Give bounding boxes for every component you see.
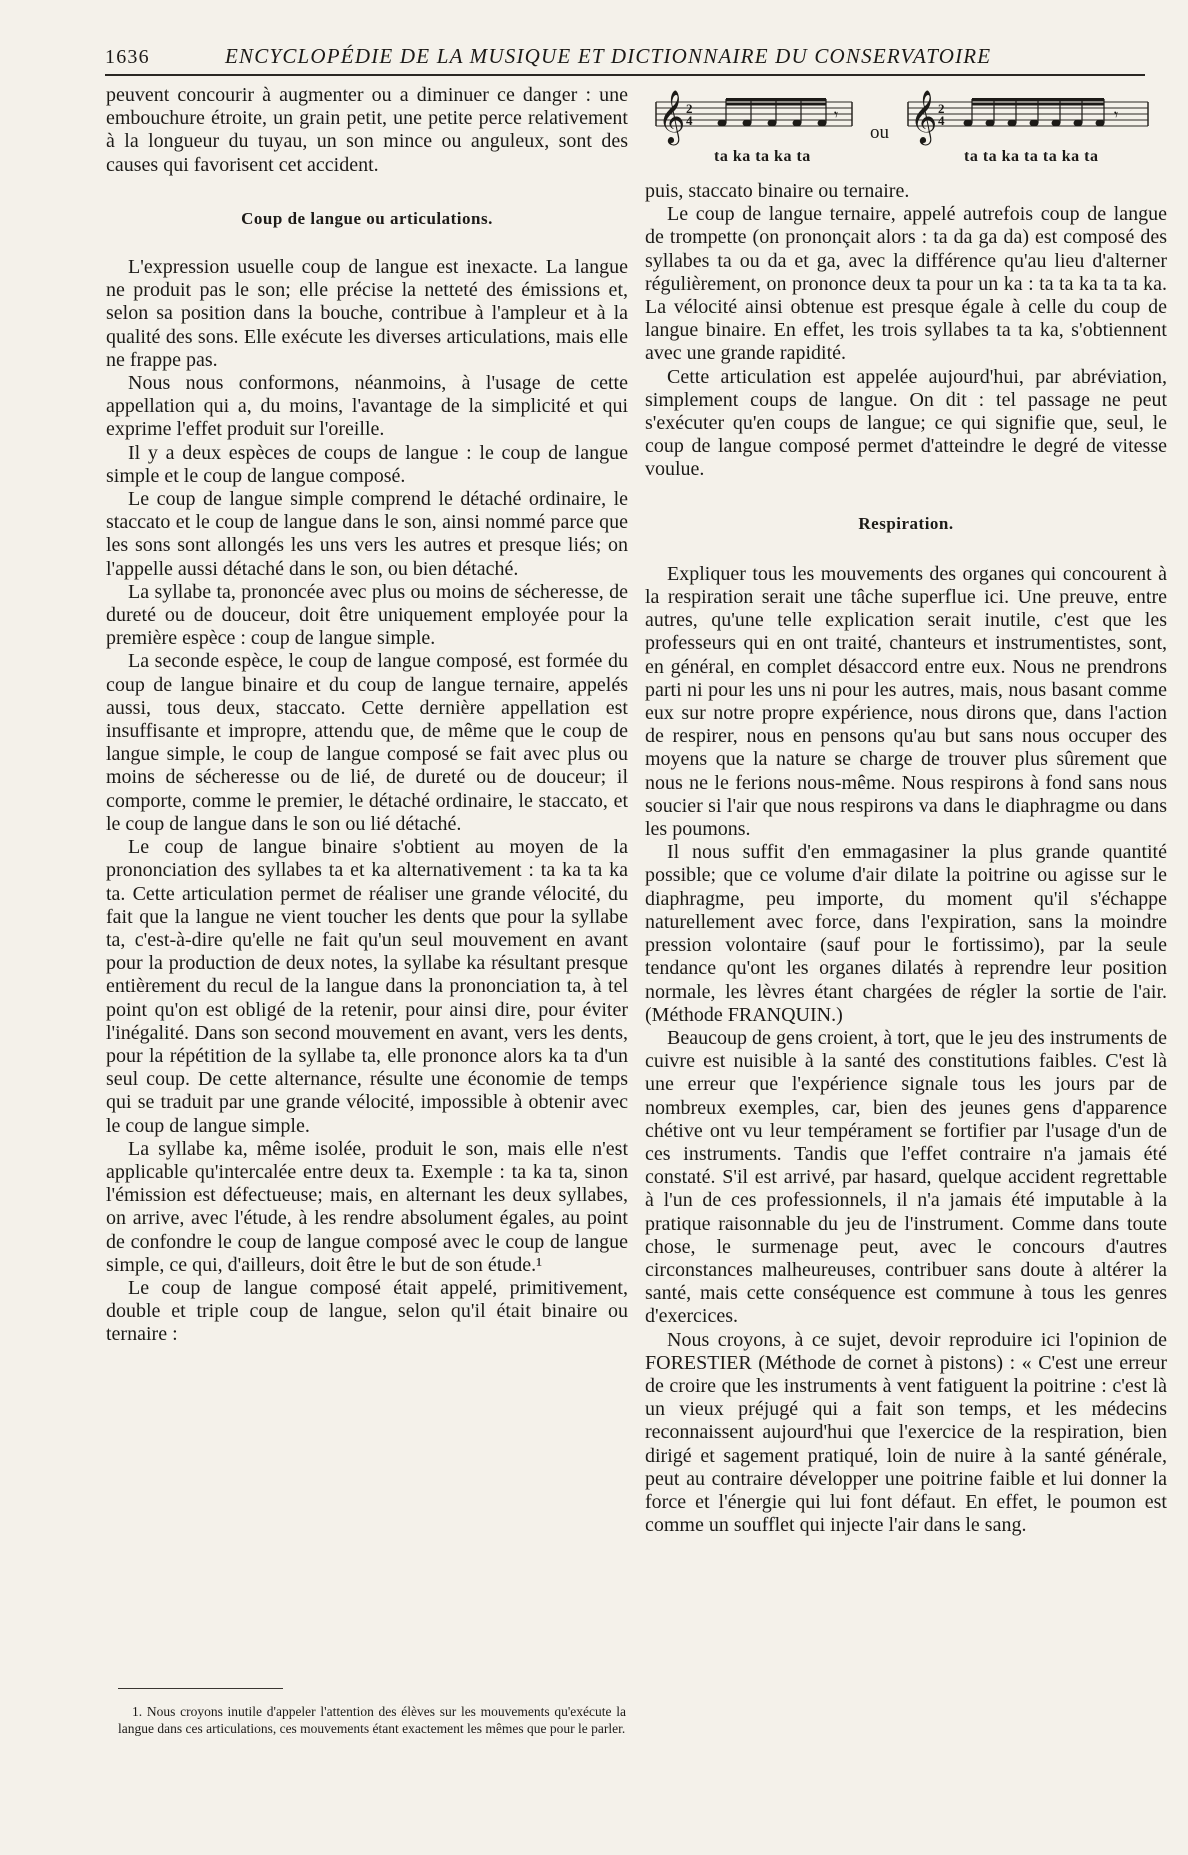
music-connector: ou [870, 122, 889, 143]
svg-text:𝄾: 𝄾 [1114, 107, 1119, 124]
paragraph: Expliquer tous les mouvements des organes qui concourent à la respiration serait une tâche superflue ici. Une preuve, entre autres, qu'une telle explication serait inutile, c'est que les professeurs qui en ont traité, chanteurs et instrumentistes, sont, en général, en complet désaccord entre eux. Nous ne prendrons parti ni pour les uns ni pour les autres, mais, nous basant comme eux sur notre propre expérience, nous dirons que, dans l'action de respirer, nous en pensons qu'au but sans nous occuper des moyens que la nature se charge de trouver plus sûrement que nous ne le ferions nous-même. Nous respirons à fond sans nous soucier si l'air que nous respirons va dans le diaphragme ou dans les poumons. [645, 562, 1167, 841]
footnote: 1. Nous croyons inutile d'appeler l'attention des élèves sur les mouvements qu'exécute la langue dans ces articulations, ces mouvements étant exactement les mêmes que pour le parler. [118, 1704, 626, 1736]
paragraph: Nous nous conformons, néanmoins, à l'usage de cette appellation qui a, du moins, l'avantage de la simplicité et qui exprime l'effet produit sur l'oreille. [106, 372, 628, 441]
paragraph: Nous croyons, à ce sujet, devoir reproduire ici l'opinion de FORESTIER (Méthode de cornet à pistons) : « C'est une erreur de croire que les instruments à vent fatiguent la poitrine : c'est là un vieux préjugé qui a fait son temps, et les médecins reconnaissent aujourd'hui que l'exercice de la respiration, bien dirigé et sagement pratiqué, loin de nuire à la santé générale, peut au contraire développer une poitrine faible et lui donner la force et l'énergie qui lui font défaut. En effet, le poumon est comme un soufflet qui injecte l'air dans le sang. [645, 1328, 1167, 1537]
section-heading-articulations: Coup de langue ou articulations. [241, 208, 493, 228]
paragraph: Il nous suffit d'en emmagasiner la plus grande quantité possible; que ce volume d'air dilate la poitrine ou agisse sur le diaphragme, peu importe, du moment qu'il s'échappe naturellement avec force, dans l'expiration, sans la moindre pression volontaire (sauf pour le fortissimo), par la seule tendance qu'ont les organes dilatés à reprendre leur position normale, les lèvres étant chargées de régler la sortie de l'air. (Méthode FRANQUIN.) [645, 841, 1167, 1026]
running-header [105, 44, 1145, 72]
music-syllables-ternary: ta ta ka ta ta ka ta [964, 148, 1099, 165]
left-column [106, 84, 628, 1347]
paragraph: Le coup de langue ternaire, appelé autrefois coup de langue de trompette (on prononçait alors : ta da ga da) est composé des syllabes ta ou da et ga, avec la différence qu'au lieu d'alterner régulièrement, on prononce deux ta pour un ka : ta ta ka ta ta ka. La vélocité ainsi obtenue est presque égale à celle du coup de langue binaire. En effet, les trois syllabes ta ta ka, s'obtiennent avec une grande rapidité. [645, 203, 1167, 365]
svg-text:2: 2 [686, 101, 693, 116]
svg-text:𝄾: 𝄾 [834, 107, 839, 124]
svg-text:4: 4 [686, 113, 693, 128]
header-rule [105, 74, 1145, 76]
paragraph: peuvent concourir à augmenter ou a diminuer ce danger : une embouchure étroite, un grain petit, une petite perce relativement à la longueur du tuyau, un son mince ou anguleux, sont des causes qui favorisent cet accident. [106, 84, 628, 176]
page-number: 1636 [105, 46, 150, 68]
paragraph: La syllabe ka, même isolée, produit le son, mais elle n'est applicable qu'intercalée entre deux ta. Exemple : ta ka ta, sinon l'émission est défectueuse; mais, en alternant les deux syllabes, on arrive, avec l'étude, à les rendre absolument égales, au point de confondre le coup de langue composé avec le coup de langue simple, ce qui, d'ailleurs, doit être le but de son étude.¹ [106, 1137, 628, 1276]
paragraph: Le coup de langue simple comprend le détaché ordinaire, le staccato et le coup de langue dans le son, ainsi nommé parce que les sons sont allongés les uns vers les autres et presque liés; on l'appelle aussi détaché dans le son, ou bien détaché. [106, 488, 628, 580]
paragraph: Le coup de langue binaire s'obtient au moyen de la prononciation des syllabes ta et ka alternativement : ta ka ta ka ta. Cette articulation permet de réaliser une grande vélocité, du fait que la langue ne vient toucher les dents que pour la syllabe ta, c'est-à-dire qu'elle ne fait qu'un seul mouvement en avant pour la production de deux notes, la syllabe ka résultant presque entièrement du recul de la langue dans la prononciation ta, à tel point qu'on est obligé de la retenir, pour ainsi dire, pour éviter l'inégalité. Dans son second mouvement en avant, vers les dents, pour la répétition de la syllabe ta, elle prononce alors ka ta d'un seul coup. De cette alternance, résulte une économie de temps qui se traduit par une grande vélocité, impossible à obtenir avec le coup de langue simple. [106, 836, 628, 1137]
running-title: ENCYCLOPÉDIE DE LA MUSIQUE ET DICTIONNAIRE DU CONSERVATOIRE [225, 44, 992, 68]
paragraph: La syllabe ta, prononcée avec plus ou moins de sécheresse, de dureté ou de douceur, doit être uniquement employée pour la première espèce : coup de langue simple. [106, 580, 628, 650]
paragraph: La seconde espèce, le coup de langue composé, est formée du coup de langue binaire et du coup de langue ternaire, appelés aussi, tous deux, staccato. Cette dernière appellation est insuffisante et impropre, attendu que, de même que le coup de langue simple, le coup de langue composé se fait avec plus ou moins de sécheresse ou de lié, de dureté ou de douceur; il comporte, comme le premier, le détaché ordinaire, le staccato, et le coup de langue dans le son ou lié détaché. [106, 650, 628, 835]
paragraph: Beaucoup de gens croient, à tort, que le jeu des instruments de cuivre est nuisible à la santé des constitutions faibles. C'est là une erreur que l'expérience signale tous les jours par de nombreux exemples, car, bien des jeunes gens d'apparence chétive ont vu leur tempérament se fortifier par l'usage d'un de ces instruments. Tandis que l'effet contraire n'a jamais été constaté. S'il est arrivé, par hasard, quelque accident regrettable à l'un de ces professionnels, il n'a jamais été imputable à la pratique raisonnable du jeu de l'instrument. Comme dans toute chose, le surmenage peut, avec le concours d'autres circonstances malheureuses, contribuer sans doute à altérer la santé, mais cette conséquence est commune à tous les genres d'exercices. [645, 1026, 1167, 1328]
right-column [645, 96, 1167, 1537]
svg-text:4: 4 [938, 113, 945, 128]
paragraph: Il y a deux espèces de coups de langue : le coup de langue simple et le coup de langue composé. [106, 441, 628, 487]
footnotes [118, 1688, 626, 1737]
svg-text:𝄞: 𝄞 [910, 90, 938, 143]
svg-text:2: 2 [938, 101, 945, 116]
section-heading-respiration: Respiration. [858, 513, 954, 533]
svg-text:𝄞: 𝄞 [658, 90, 686, 143]
paragraph: Le coup de langue composé était appelé, primitivement, double et triple coup de langue, selon qu'il était binaire ou ternaire : [106, 1276, 628, 1346]
footnote-rule [118, 1688, 283, 1689]
paragraph: L'expression usuelle coup de langue est inexacte. La langue ne produit pas le son; elle précise la netteté des émissions et, selon sa position dans la bouche, contribue à l'ampleur et à la qualité des sons. Elle exécute les diverses articulations, mais elle ne frappe pas. [106, 256, 628, 371]
paragraph: Cette articulation est appelée aujourd'hui, par abréviation, simplement coups de langue. On dit : tel passage ne peut s'exécuter qu'en coups de langue; ce qui signifie que, seul, le coup de langue composé permet d'atteindre le degré de vitesse voulue. [645, 365, 1167, 481]
music-syllables-binary: ta ka ta ka ta [714, 148, 811, 165]
paragraph: puis, staccato binaire ou ternaire. [645, 180, 910, 202]
